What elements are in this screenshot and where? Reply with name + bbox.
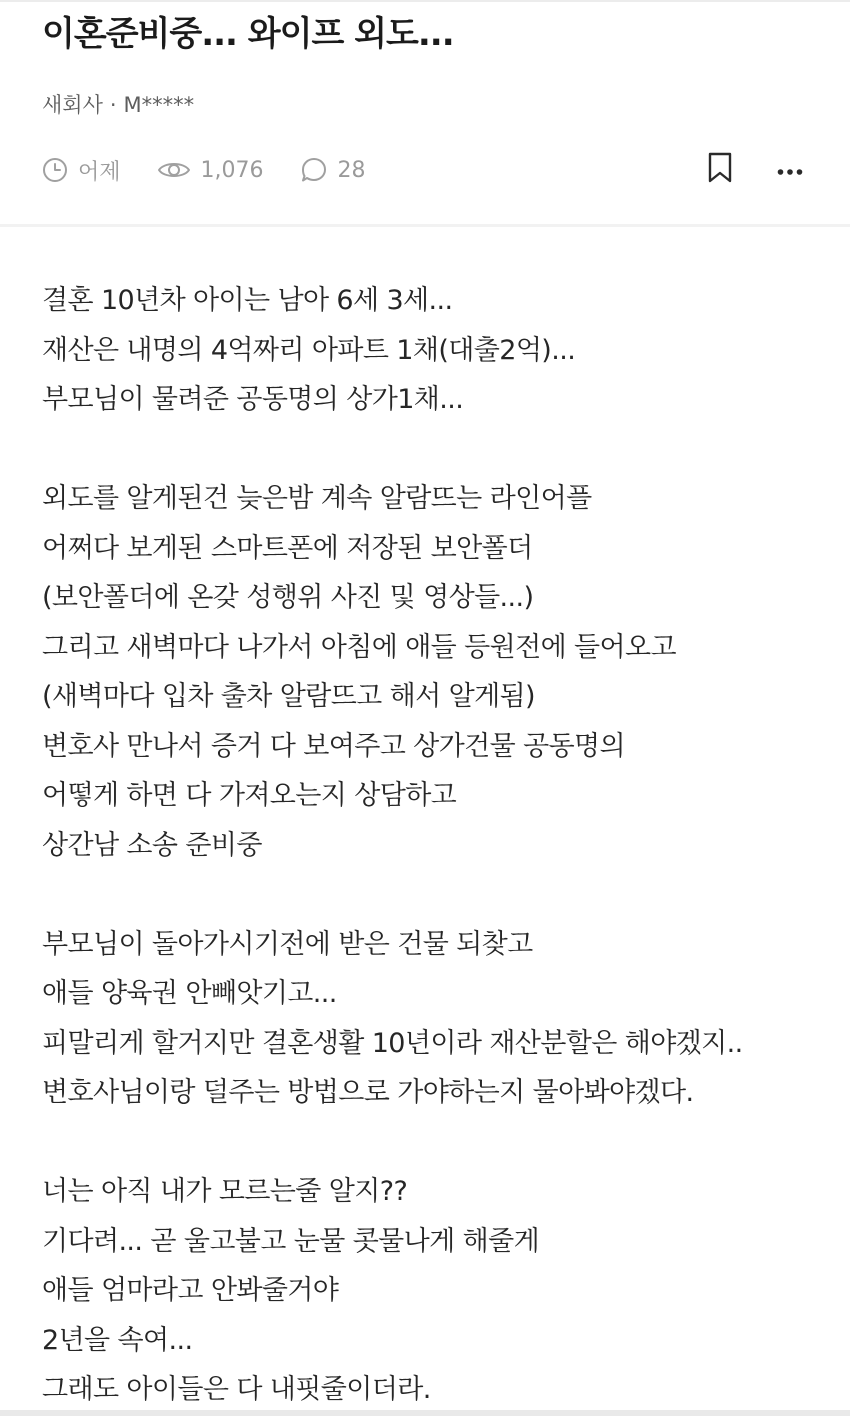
posted-time: 어제 (78, 159, 121, 185)
clock-icon (42, 157, 68, 183)
body-line: 애들 엄마라고 안봐줄거야 (42, 1275, 339, 1306)
body-line: 그래도 아이들은 다 내핏줄이더라. (42, 1374, 431, 1405)
body-line: 2년을 속여... (42, 1324, 193, 1356)
body-line: 부모님이 돌아가시기전에 받은 건물 되찾고 (42, 928, 533, 960)
meta-separator: · (109, 93, 117, 117)
body-line: 외도를 알게된건 늦은밤 계속 알람뜨는 라인어플 (42, 483, 592, 514)
body-line: 변호사 만나서 증거 다 보여주고 상가건물 공동명의 (42, 730, 626, 762)
more-button[interactable] (768, 150, 812, 190)
post-stats (42, 150, 402, 190)
body-line: (새벽마다 입차 출차 알람뜨고 해서 알게됨) (42, 681, 535, 712)
comment-count: 28 (337, 157, 366, 183)
body-line: 어쩌다 보게된 스마트폰에 저장된 보안폴더 (42, 532, 533, 564)
body-line: 피말리게 할거지만 결혼생활 10년이라 재산분할은 해야겠지.. (42, 1027, 743, 1059)
body-line: 상간남 소송 준비중 (42, 829, 262, 861)
company-label[interactable]: 새회사 (42, 93, 103, 117)
paragraph-gap (42, 425, 832, 475)
post-body (42, 276, 832, 1415)
eye-icon (157, 158, 191, 182)
views-stat (157, 158, 264, 183)
header-divider (0, 224, 850, 227)
body-line: 애들 양육권 안빼앗기고... (42, 978, 337, 1009)
body-line: 너는 아직 내가 모르는줄 알지?? (42, 1176, 408, 1207)
bookmark-button[interactable] (700, 148, 740, 192)
body-line: (보안폴더에 온갖 성행위 사진 및 영상들...) (42, 582, 534, 613)
body-line: 결혼 10년차 아이는 남아 6세 3세... (42, 285, 453, 316)
body-line: 어떻게 하면 다 가져오는지 상담하고 (42, 780, 457, 811)
body-line: 그리고 새벽마다 나가서 아침에 애들 등원전에 들어오고 (42, 631, 676, 663)
body-line: 재산은 내명의 4억짜리 아파트 1채(대출2억)... (42, 334, 576, 366)
paragraph-gap (42, 1118, 832, 1168)
post-title: 이혼준비중... 와이프 외도... (42, 14, 454, 54)
author-name[interactable]: M***** (123, 93, 195, 117)
view-count: 1,076 (200, 157, 264, 183)
body-line: 변호사님이랑 덜주는 방법으로 가야하는지 물아봐야겠다. (42, 1077, 694, 1108)
time-stat (42, 155, 121, 186)
top-edge (0, 0, 850, 2)
comments-stat[interactable] (300, 156, 366, 184)
comment-bubble-icon (300, 156, 328, 184)
more-dots-icon (777, 161, 803, 180)
bottom-edge (0, 1410, 850, 1416)
body-line: 기다려... 곧 울고불고 눈물 콧물나게 해줄게 (42, 1225, 540, 1257)
post-meta (42, 90, 194, 120)
paragraph-gap (42, 870, 832, 920)
bookmark-icon (707, 152, 733, 188)
body-line: 부모님이 물려준 공동명의 상가1채... (42, 384, 464, 415)
